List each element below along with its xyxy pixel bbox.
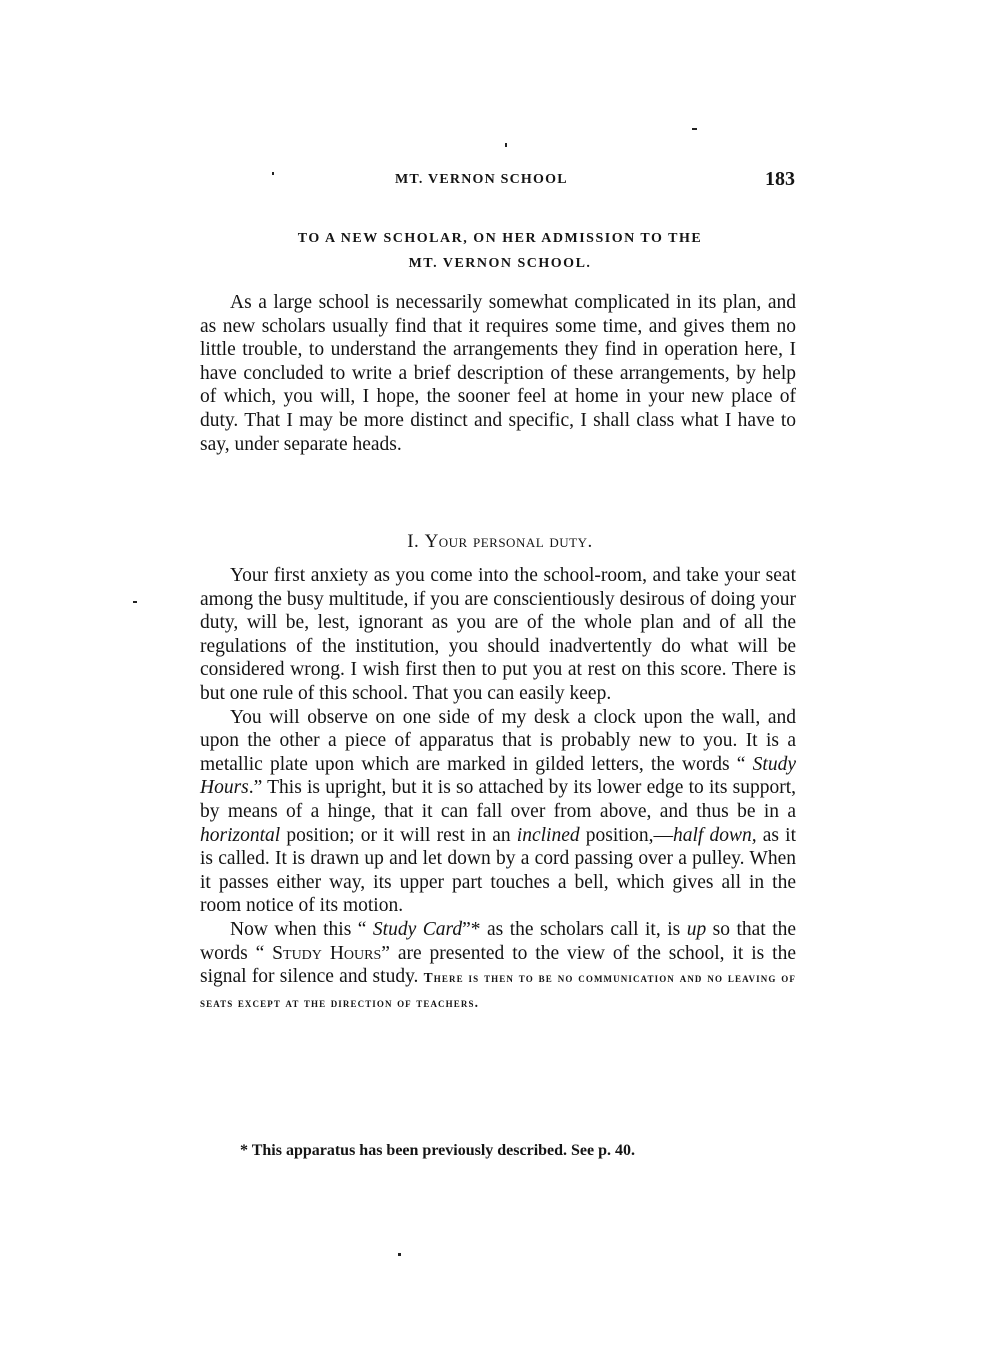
paragraph-3-text-d: ” are presented to the view of the school, it is the signal for silence and study. xyxy=(200,942,796,988)
scan-speck xyxy=(398,1253,401,1256)
chapter-title xyxy=(200,226,800,276)
paragraph-2-text-e: as it is called. It is drawn up and let down by a cord passing over a pulley. When it passes either way, its upper part touches a bell, which gives all in the room notice of its motion. xyxy=(200,824,797,917)
intro-paragraph: As a large school is necessarily somewhat complicated in its plan, and as new scholars usually find that it requires some time, and gives them no little trouble, to understand the arrangements they find in operation here, I have concluded to write a brief description of these arrangements, by help of which, you will, I hope, the sooner feel at home in your new place of duty. That I may be more distinct and specific, I shall class what I have to say, under separate heads. xyxy=(200,292,796,455)
paragraph-2-text-b: .” This is upright, but it is so attached by its lower edge to its support, by means of a hinge, that it can fall over from above, and thus be in a xyxy=(200,777,796,822)
page-number: 183 xyxy=(765,168,795,190)
paragraph-2-text-a: You will observe on one side of my desk a clock upon the wall, and upon the other a piece of apparatus that is probably new to you. It is a metallic plate upon which are marked in gilded letters, the words “ xyxy=(200,706,796,775)
half-down-italic: half down, xyxy=(673,824,757,846)
study-hours-small-caps: Study Hours xyxy=(272,942,382,964)
section-heading-text: Your personal duty. xyxy=(424,531,593,552)
scan-speck xyxy=(692,128,697,130)
scan-speck xyxy=(133,601,137,603)
intro-paragraph-block xyxy=(200,291,796,456)
running-head-title: MT. VERNON SCHOOL xyxy=(395,172,568,187)
paragraph-3-text-a: Now when this “ xyxy=(230,918,373,940)
horizontal-italic: horizontal xyxy=(200,824,281,846)
scan-speck xyxy=(505,143,507,147)
rule-small-caps: There is then to be no communication and no leaving of seats except at the direction of teachers. xyxy=(200,970,796,1010)
main-text-block xyxy=(200,564,796,1014)
inclined-italic: inclined xyxy=(516,824,580,846)
paragraph-3-text-c: so that the words “ xyxy=(200,918,797,964)
section-heading xyxy=(200,531,800,553)
scan-speck xyxy=(272,172,274,175)
chapter-title-line-2: MT. VERNON SCHOOL. xyxy=(408,256,592,271)
section-numeral: I. xyxy=(407,531,420,552)
paragraph-2 xyxy=(200,706,796,918)
paragraph-2-text-c: position; or it will rest in an xyxy=(280,824,517,846)
paragraph-2-text-d: position,— xyxy=(579,824,673,846)
chapter-title-line-1: TO A NEW SCHOLAR, ON HER ADMISSION TO THE xyxy=(297,231,703,246)
up-italic: up xyxy=(686,918,707,940)
paragraph-3 xyxy=(200,918,796,1014)
study-hours-italic: Study Hours xyxy=(200,753,796,799)
paragraph-1: Your first anxiety as you come into the school-room, and take your seat among the busy multitude, if you are conscientiously desirous of doing your duty, will be, lest, ignorant as you are of the whole plan and of all the regulations of the institution, you should inadvertently do what will be considered wrong. I wish first then to put you at rest on this score. There is but one rule of this school. That you can easily keep. xyxy=(200,565,796,704)
footnote: * This apparatus has been previously described. See p. 40. xyxy=(240,1142,636,1159)
study-card-italic: Study Card xyxy=(372,918,463,940)
paragraph-3-text-b: ”* as the scholars call it, is xyxy=(462,918,687,940)
